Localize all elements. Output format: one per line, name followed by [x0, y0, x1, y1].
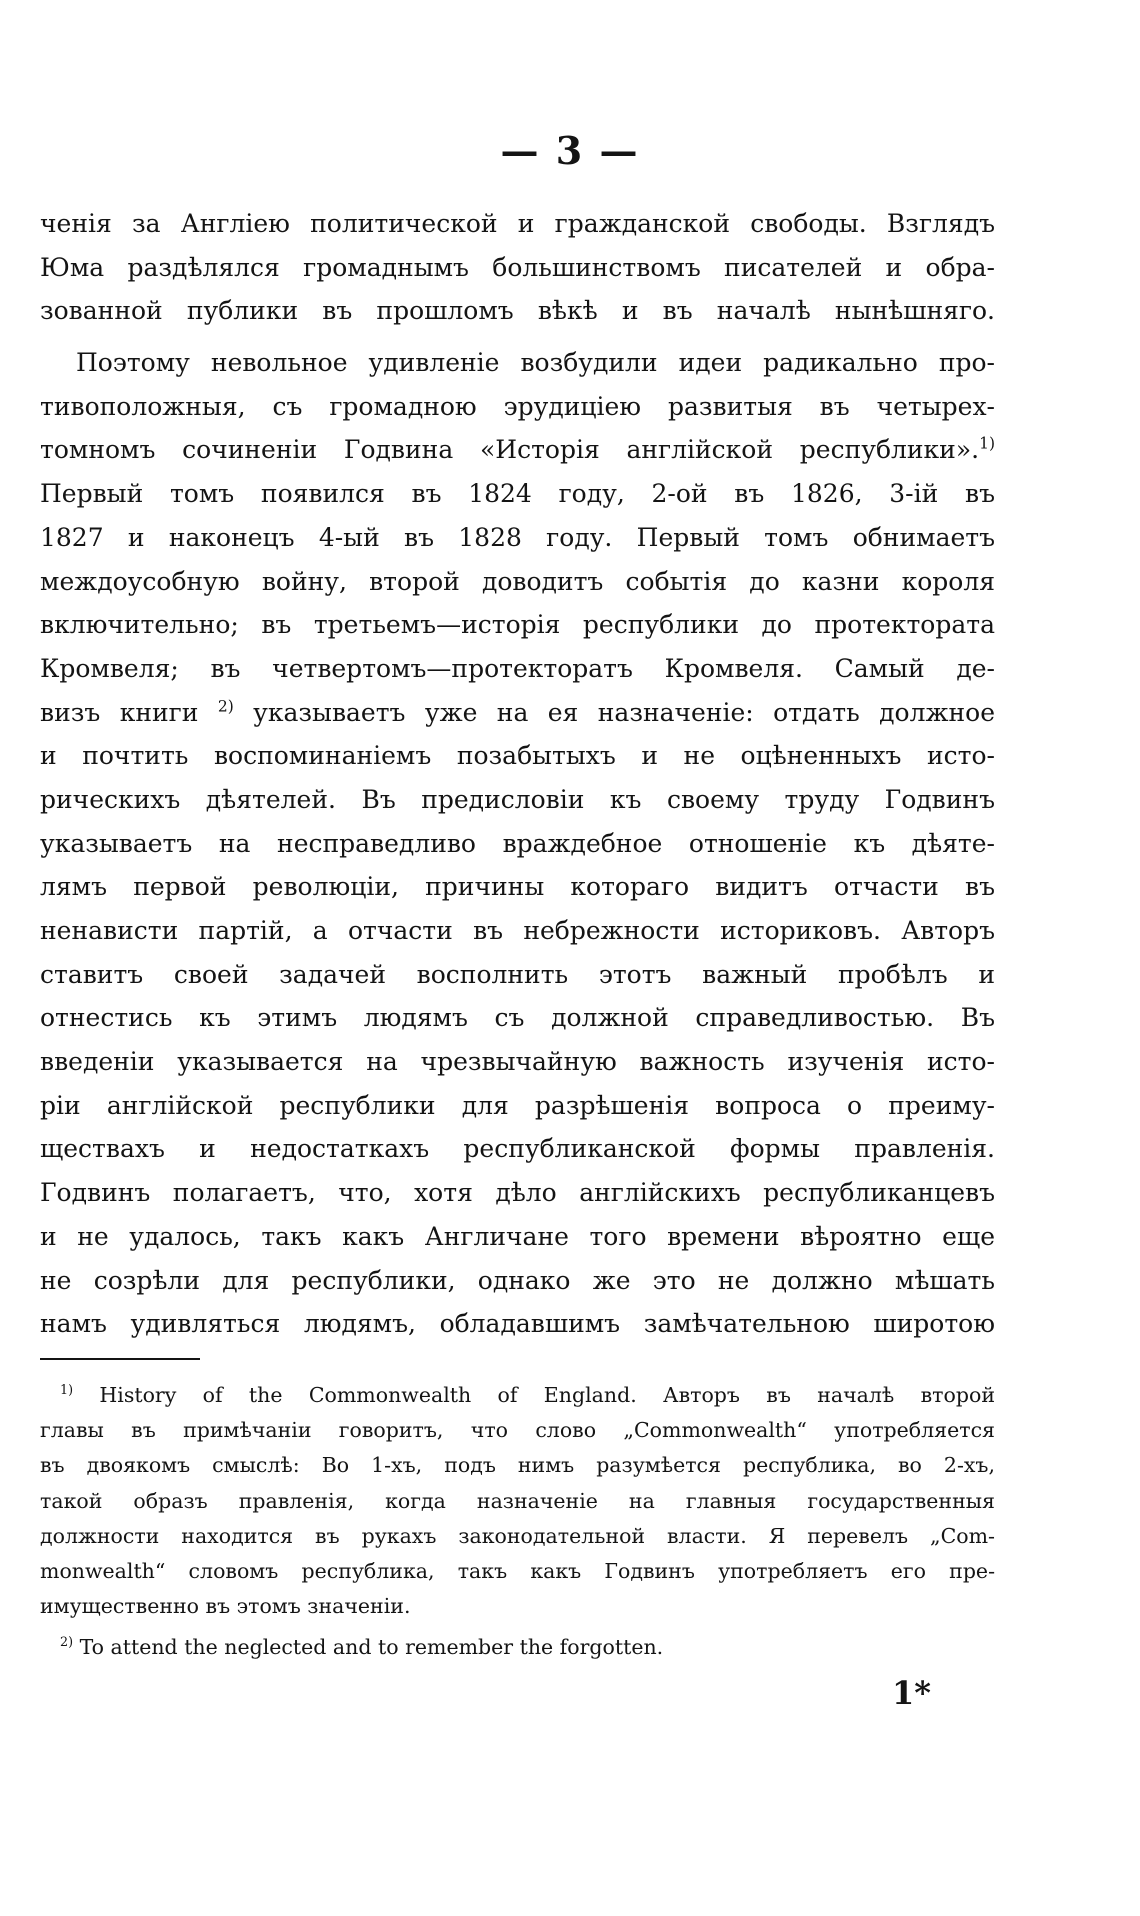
- text-line: отнестись къ этимъ людямъ съ должной справедливостью. Въ: [40, 1003, 995, 1033]
- text-line: лямъ первой революціи, причины котораго видитъ отчасти въ: [40, 872, 995, 902]
- text-line: Юма раздѣлялся громаднымъ большинствомъ писателей и обра-: [40, 252, 995, 282]
- text-line: 1827 и наконецъ 4-ый въ 1828 году. Первый томъ обнимаетъ: [40, 522, 995, 552]
- text-line: зованной публики въ прошломъ вѣкѣ и въ началѣ нынѣшняго.: [40, 296, 995, 326]
- footnote-1-line: должности находится въ рукахъ законодательной власти. Я перевелъ „Com-: [40, 1523, 995, 1548]
- text-line: ченія за Англіею политической и гражданской свободы. Взглядъ: [40, 209, 995, 238]
- text-line: Поэтому невольное удивленіе возбудили идеи радикально про-: [76, 348, 995, 378]
- text-line: рическихъ дѣятелей. Въ предисловіи къ своему труду Годвинъ: [40, 784, 995, 814]
- footnote-2-marker: 2): [60, 1634, 74, 1650]
- text-line: ставитъ своей задачей восполнить этотъ важный пробѣлъ и: [40, 959, 995, 989]
- footnotes: [40, 1378, 995, 1666]
- text-line: Первый томъ появился въ 1824 году, 2-ой въ 1826, 3-ій въ: [40, 479, 995, 509]
- text-line: намъ удивляться людямъ, обладавшимъ замѣчательною широтою: [40, 1309, 995, 1339]
- footnote-1-line: monwealth“ словомъ республика, такъ какъ Годвинъ употребляетъ его пре-: [40, 1558, 995, 1583]
- footnote-divider: [40, 1358, 200, 1360]
- footnote-reference-1: 1): [979, 435, 995, 454]
- page-number: — 3 —: [500, 128, 640, 173]
- text-line-content: томномъ сочиненіи Годвина «Исторія англійской республики».: [40, 435, 980, 465]
- text-line: и не удалось, такъ какъ Англичане того времени вѣроятно еще: [40, 1221, 995, 1251]
- text-line: включительно; въ третьемъ—исторія республики до протектората: [40, 610, 995, 640]
- text-line-end: указываетъ уже на ея назначеніе: отдать должное: [253, 697, 995, 727]
- signature-mark: 1*: [892, 1674, 931, 1712]
- text-line: тивоположныя, съ громадною эрудиціею развитыя въ четырех-: [40, 391, 995, 421]
- footnote-1-line: [40, 1378, 995, 1413]
- text-line: ненависти партій, а отчасти въ небрежности историковъ. Авторъ: [40, 916, 995, 945]
- text-line-with-footnote: [40, 428, 995, 472]
- footnote-1-marker: 1): [60, 1382, 74, 1398]
- footnote-1-text: History of the Commonwealth of England. Авторъ въ началѣ второй: [99, 1383, 995, 1407]
- text-line: и почтить воспоминаніемъ позабытыхъ и не оцѣненныхъ исто-: [40, 741, 995, 771]
- text-line: указываетъ на несправедливо враждебное отношеніе къ дѣяте-: [40, 828, 995, 858]
- text-line: Кромвеля; въ четвертомъ—протекторатъ Кромвеля. Самый де-: [40, 653, 995, 683]
- text-line: не созрѣли для республики, однако же это не должно мѣшать: [40, 1265, 995, 1295]
- body-text: [40, 202, 995, 1346]
- text-line: введеніи указывается на чрезвычайную важность изученія исто-: [40, 1047, 995, 1077]
- text-line-start: визъ книги: [40, 697, 199, 727]
- footnote-2-line: [40, 1630, 995, 1665]
- footnote-1-line: въ двоякомъ смыслѣ: Во 1-хъ, подъ нимъ разумѣется республика, во 2-хъ,: [40, 1453, 995, 1478]
- footnote-1-line: такой образъ правленія, когда назначеніе на главныя государственныя: [40, 1488, 995, 1513]
- footnote-1-line: имущественно въ этомъ значеніи.: [40, 1594, 411, 1619]
- text-line-with-footnote: [40, 691, 995, 735]
- footnote-2-text: To attend the neglected and to remember the forgotten.: [79, 1635, 664, 1660]
- text-line: междоусобную войну, второй доводитъ событія до казни короля: [40, 566, 995, 596]
- footnote-reference-2: 2): [217, 697, 234, 716]
- footnote-1-line: главы въ примѣчаніи говоритъ, что слово „Commonwealth“ употребляется: [40, 1418, 995, 1443]
- text-line: Годвинъ полагаетъ, что, хотя дѣло англійскихъ республиканцевъ: [40, 1178, 995, 1208]
- text-line: ріи англійской республики для разрѣшенія вопроса о преиму-: [40, 1090, 995, 1120]
- text-line: ществахъ и недостаткахъ республиканской формы правленія.: [40, 1134, 995, 1164]
